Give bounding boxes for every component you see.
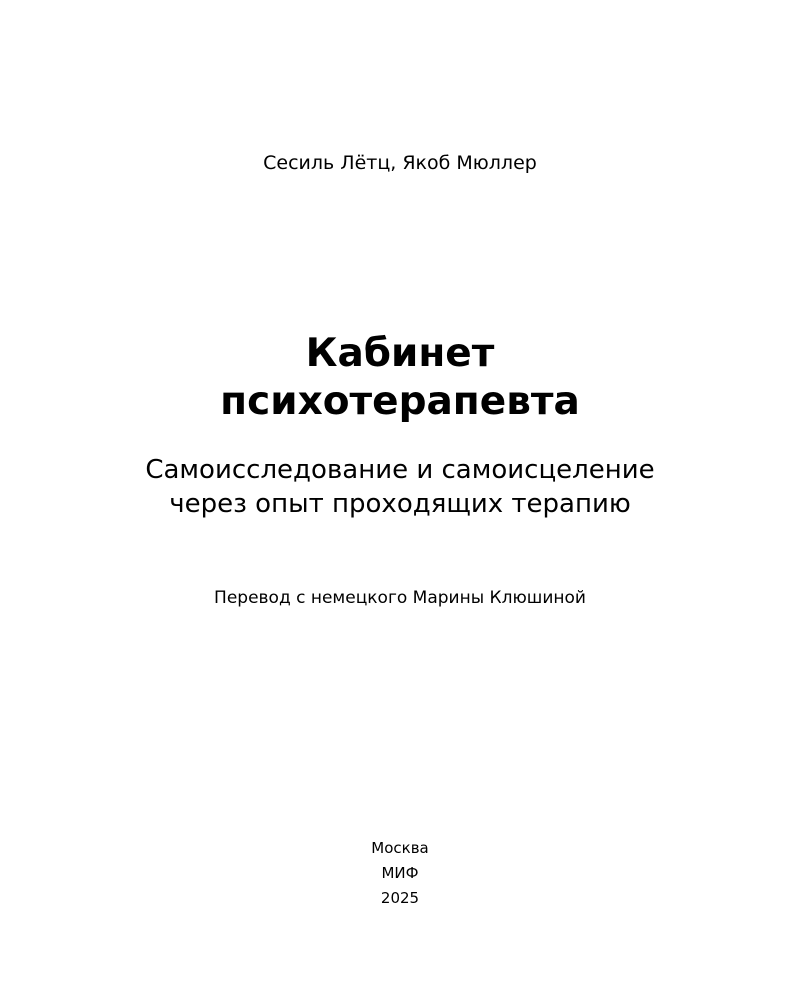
book-subtitle — [0, 453, 800, 521]
book-subtitle-line-1: Самоисследование и самоисцеление — [145, 455, 655, 485]
book-title-line-1: Кабинет — [305, 331, 495, 376]
authors: Сесиль Лётц, Якоб Мюллер — [263, 152, 537, 174]
translator-credit: Перевод с немецкого Марины Клюшиной — [214, 588, 586, 608]
imprint-publisher: МИФ — [381, 864, 419, 882]
book-subtitle-line-2: через опыт проходящих терапию — [169, 489, 631, 519]
book-title-line-2: психотерапевта — [220, 379, 580, 424]
imprint-year: 2025 — [380, 889, 420, 907]
book-title — [0, 330, 800, 426]
imprint-city: Москва — [371, 839, 429, 857]
imprint — [0, 836, 800, 911]
